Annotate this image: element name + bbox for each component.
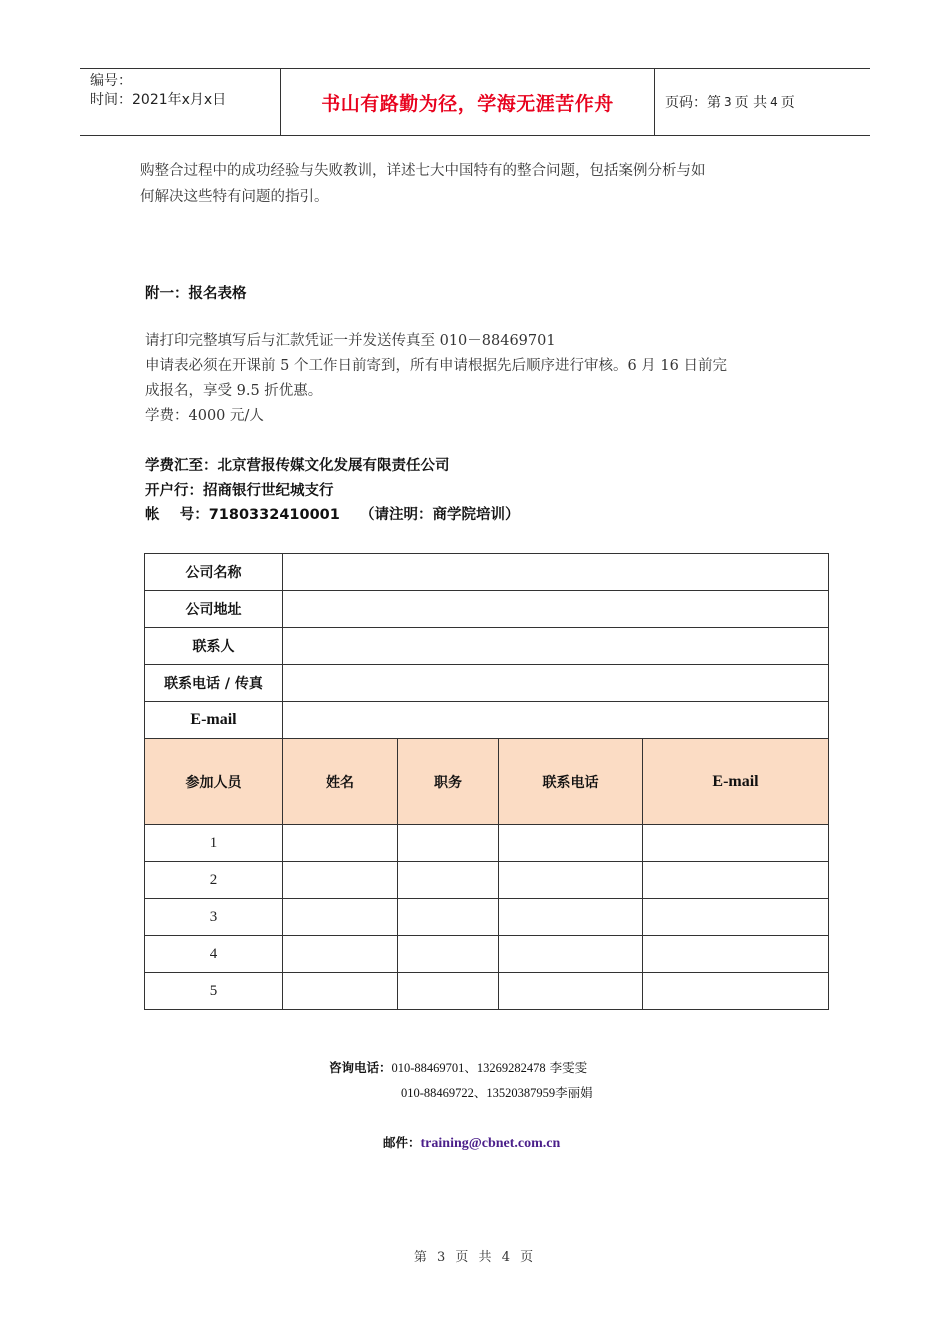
participant-phone-cell[interactable] bbox=[499, 825, 643, 862]
page-suffix: 页 bbox=[780, 95, 795, 111]
participant-email-cell[interactable] bbox=[643, 936, 829, 973]
appendix-line: 学费：4000 元/人 bbox=[145, 408, 264, 424]
contact-line-1 bbox=[329, 1058, 587, 1076]
payee-line: 学费汇至：北京营报传媒文化发展有限责任公司 bbox=[145, 458, 450, 474]
participant-row bbox=[145, 825, 829, 862]
appendix-line: 申请表必须在开课前 5 个工作日前寄到，所有申请根据先后顺序进行审核。6 月 16 日前完 bbox=[145, 358, 727, 374]
participant-email-cell[interactable] bbox=[643, 899, 829, 936]
company-address-field[interactable] bbox=[283, 591, 829, 628]
date-label: 时间：2021年x月x日 bbox=[90, 92, 227, 108]
participant-title-cell[interactable] bbox=[398, 973, 499, 1010]
email-field[interactable] bbox=[283, 702, 829, 739]
appendix-body bbox=[145, 329, 727, 429]
participant-phone-cell[interactable] bbox=[499, 973, 643, 1010]
participant-name-cell[interactable] bbox=[283, 936, 398, 973]
form-label: E-mail bbox=[145, 702, 283, 739]
page-prefix: 页码：第 bbox=[665, 95, 721, 111]
participant-phone-cell[interactable] bbox=[499, 899, 643, 936]
intro-line: 购整合过程中的成功经验与失败教训，详述七大中国特有的整合问题，包括案例分析与如 bbox=[140, 163, 706, 179]
page-header bbox=[80, 68, 870, 136]
column-header: 姓名 bbox=[283, 739, 398, 825]
participant-name-cell[interactable] bbox=[283, 825, 398, 862]
payment-info bbox=[145, 454, 520, 528]
participant-row bbox=[145, 936, 829, 973]
participant-email-cell[interactable] bbox=[643, 973, 829, 1010]
participant-number: 4 bbox=[145, 936, 283, 973]
form-label: 联系人 bbox=[145, 628, 283, 665]
intro-line: 何解决这些特有问题的指引。 bbox=[140, 189, 329, 205]
column-header: E-mail bbox=[643, 739, 829, 825]
participant-row bbox=[145, 973, 829, 1010]
appendix-title: 附一：报名表格 bbox=[145, 286, 247, 302]
form-label: 联系电话 / 传真 bbox=[145, 665, 283, 702]
page-current: 3 bbox=[724, 95, 732, 109]
participant-name-cell[interactable] bbox=[283, 973, 398, 1010]
contact-line-2 bbox=[401, 1083, 593, 1101]
participants-header-row bbox=[145, 739, 829, 825]
form-row-phone-fax bbox=[145, 665, 829, 702]
account-line: 帐 号：7180332410001 （请注明：商学院培训） bbox=[145, 507, 520, 523]
contact-email bbox=[383, 1133, 560, 1152]
form-row-company-name bbox=[145, 554, 829, 591]
header-info bbox=[80, 69, 281, 135]
participant-row bbox=[145, 862, 829, 899]
participant-number: 1 bbox=[145, 825, 283, 862]
contact-phone-numbers: 010-88469701、13269282478 bbox=[391, 1061, 546, 1075]
appendix-line: 请打印完整填写后与汇款凭证一并发送传真至 010－88469701 bbox=[145, 333, 556, 349]
contact-name: 李丽娟 bbox=[555, 1085, 593, 1100]
page-mid: 页 共 bbox=[734, 95, 768, 111]
form-row-email bbox=[145, 702, 829, 739]
participant-email-cell[interactable] bbox=[643, 862, 829, 899]
contact-phone-numbers: 010-88469722、13520387959 bbox=[401, 1086, 556, 1100]
code-label: 编号： bbox=[90, 73, 132, 89]
form-row-contact-person bbox=[145, 628, 829, 665]
form-label: 公司名称 bbox=[145, 554, 283, 591]
contact-person-field[interactable] bbox=[283, 628, 829, 665]
email-label: 邮件： bbox=[383, 1135, 421, 1150]
form-label: 公司地址 bbox=[145, 591, 283, 628]
email-link[interactable]: training@cbnet.com.cn bbox=[420, 1136, 561, 1151]
participant-title-cell[interactable] bbox=[398, 862, 499, 899]
contact-label: 咨询电话： bbox=[329, 1060, 392, 1075]
phone-fax-field[interactable] bbox=[283, 665, 829, 702]
participant-name-cell[interactable] bbox=[283, 899, 398, 936]
participant-number: 2 bbox=[145, 862, 283, 899]
participant-number: 3 bbox=[145, 899, 283, 936]
participant-title-cell[interactable] bbox=[398, 899, 499, 936]
participant-row bbox=[145, 899, 829, 936]
bank-line: 开户行：招商银行世纪城支行 bbox=[145, 482, 334, 499]
participant-phone-cell[interactable] bbox=[499, 862, 643, 899]
form-row-company-address bbox=[145, 591, 829, 628]
column-header: 职务 bbox=[398, 739, 499, 825]
registration-form bbox=[144, 553, 829, 1010]
appendix-line: 成报名，享受 9.5 折优惠。 bbox=[145, 383, 323, 399]
page-total: 4 bbox=[770, 95, 778, 109]
intro-paragraph bbox=[140, 158, 706, 210]
page-footer: 第 3 页 共 4 页 bbox=[413, 1250, 537, 1265]
participant-name-cell[interactable] bbox=[283, 862, 398, 899]
header-page-number bbox=[655, 69, 870, 135]
participant-email-cell[interactable] bbox=[643, 825, 829, 862]
header-motto: 书山有路勤为径，学海无涯苦作舟 bbox=[281, 69, 655, 135]
contact-name: 李雯雯 bbox=[549, 1060, 588, 1075]
column-header: 联系电话 bbox=[499, 739, 643, 825]
company-name-field[interactable] bbox=[283, 554, 829, 591]
participant-title-cell[interactable] bbox=[398, 936, 499, 973]
column-header: 参加人员 bbox=[145, 739, 283, 825]
participant-phone-cell[interactable] bbox=[499, 936, 643, 973]
participant-number: 5 bbox=[145, 973, 283, 1010]
participant-title-cell[interactable] bbox=[398, 825, 499, 862]
